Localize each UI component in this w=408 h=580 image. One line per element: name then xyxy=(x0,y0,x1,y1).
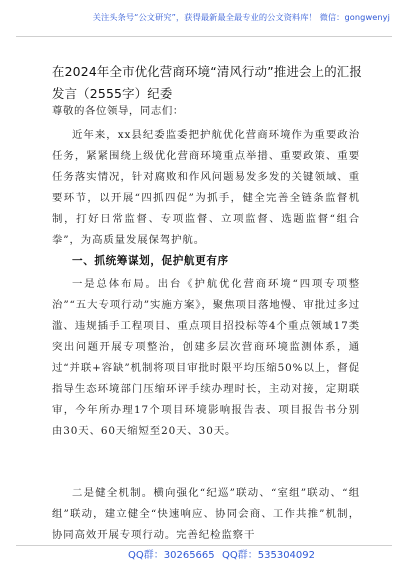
point-one-paragraph: 一是总体布局。出台《护航优化营商环境“四项专项整治”“五大专项行动”实施方案》，聚焦项目落地慢、审批过多过滥、违规插手工程项目、重点项目招投标等4个重点领域17类突出问题开展专项整治，创建多层次营商环境监测体系，通过“并联+容缺”机制将项目审批时限平均压缩50%以上，督促指导生态环境部门压缩环评手续办理时长，主动对接，定期联审，今年所办理17个项目环境影响报告表、项目报告书分别由30天、60天缩短至20天、30天。 xyxy=(52,278,360,437)
qq-group-link-2[interactable]: QQ群：535304092 xyxy=(222,550,316,561)
header-divider xyxy=(16,36,392,37)
section-heading: 一、抓统筹谋划，促护航更有序 xyxy=(72,255,229,267)
greeting: 尊敬的各位领导，同志们： xyxy=(52,105,184,117)
document-title: 在2024年全市优化营商环境“清风行动”推进会上的汇报发言（2555字）纪委 xyxy=(52,64,362,101)
point-two-paragraph: 二是健全机制。横向强化“纪巡”联动、“室组”联动、“组组”联动，建立健全“快速响应、协同会商、工作共推”机制，协同高效开展专项行动。完善纪检监察干 xyxy=(52,487,360,541)
qq-group-link-1[interactable]: QQ群：30265665 xyxy=(128,550,215,561)
promo-banner[interactable]: 关注头条号“公文研究”，获得最新最全最专业的公文资料库！ 微信：gongwenyj xyxy=(92,12,390,22)
intro-paragraph: 近年来，xx县纪委监委把护航优化营商环境作为重要政治任务，紧紧围绕上级优化营商环境重点举措、重要政策、重要任务落实情况，针对腐败和作风问题易发多发的关键领域、重要环节，以开展“四抓四促”为抓手，健全完善全链条监督机制，打好日常监督、专项监督、立项监督、选题监督“组合拳”，为高质量发展保驾护航。 xyxy=(52,129,360,246)
